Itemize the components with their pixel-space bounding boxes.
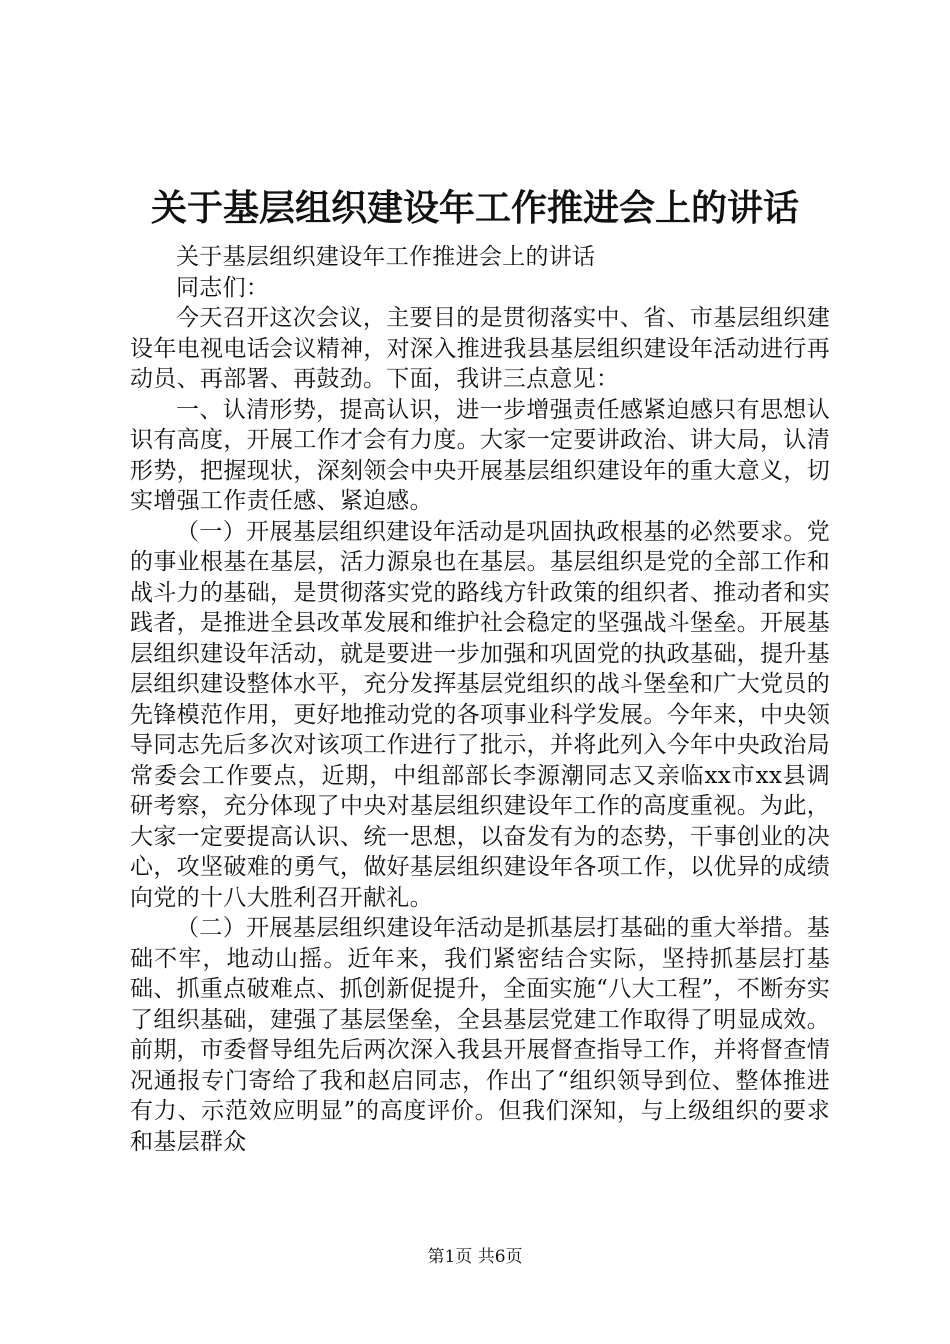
document-title: 关于基层组织建设年工作推进会上的讲话 (150, 187, 799, 229)
document-subtitle: 关于基层组织建设年工作推进会上的讲话 (176, 244, 596, 270)
paragraph-intro: 今天召开这次会议，主要目的是贯彻落实中、省、市基层组织建设年电视电话会议精神，对深入推进我县基层组织建设年活动进行再动员、再部署、再鼓劲。下面，我讲三点意见： (130, 305, 830, 392)
paragraph-point-two: （二）开展基层组织建设年活动是抓基层打基础的重大举措。基础不牢，地动山摇。近年来，我们紧密结合实际，坚持抓基层打基础、抓重点破难点、抓创新促提升，全面实施“八大工程”，不断夯实了组织基础，建强了基层堡垒，全县基层党建工作取得了明显成效。前期，市委督导组先后两次深入我县开展督查指导工作，并将督查情况通报专门寄给了我和赵启同志，作出了“组织领导到位、整体推进有力、示范效应明显”的高度评价。但我们深知，与上级组织的要求和基层群众 (130, 915, 830, 1155)
paragraph-point-one: （一）开展基层组织建设年活动是巩固执政根基的必然要求。党的事业根基在基层，活力源泉也在基层。基层组织是党的全部工作和战斗力的基础，是贯彻落实党的路线方针政策的组织者、推动者和实践者，是推进全县改革发展和维护社会稳定的坚强战斗堡垒。开展基层组织建设年活动，就是要进一步加强和巩固党的执政基础，提升基层组织建设整体水平，充分发挥基层党组织的战斗堡垒和广大党员的先锋模范作用，更好地推动党的各项事业科学发展。今年来，中央领导同志先后多次对该项工作进行了批示，并将此列入今年中央政治局常委会工作要点，近期，中组部部长李源潮同志又亲临xx市xx县调研考察，充分体现了中央对基层组织建设年工作的高度重视。为此，大家一定要提高认识、统一思想，以奋发有为的态势，干事创业的决心，攻坚破难的勇气，做好基层组织建设年各项工作，以优异的成绩向党的十八大胜利召开献礼。 (130, 518, 830, 911)
page-number-footer: 第1页 共6页 (427, 1247, 523, 1267)
salutation: 同志们： (176, 274, 270, 301)
paragraph-section-one: 一、认清形势，提高认识，进一步增强责任感紧迫感只有思想认识有高度，开展工作才会有力度。大家一定要讲政治、讲大局，认清形势，把握现状，深刻领会中央开展基层组织建设年的重大意义，切实增强工作责任感、紧迫感。 (130, 396, 830, 514)
document-body (130, 242, 830, 1157)
